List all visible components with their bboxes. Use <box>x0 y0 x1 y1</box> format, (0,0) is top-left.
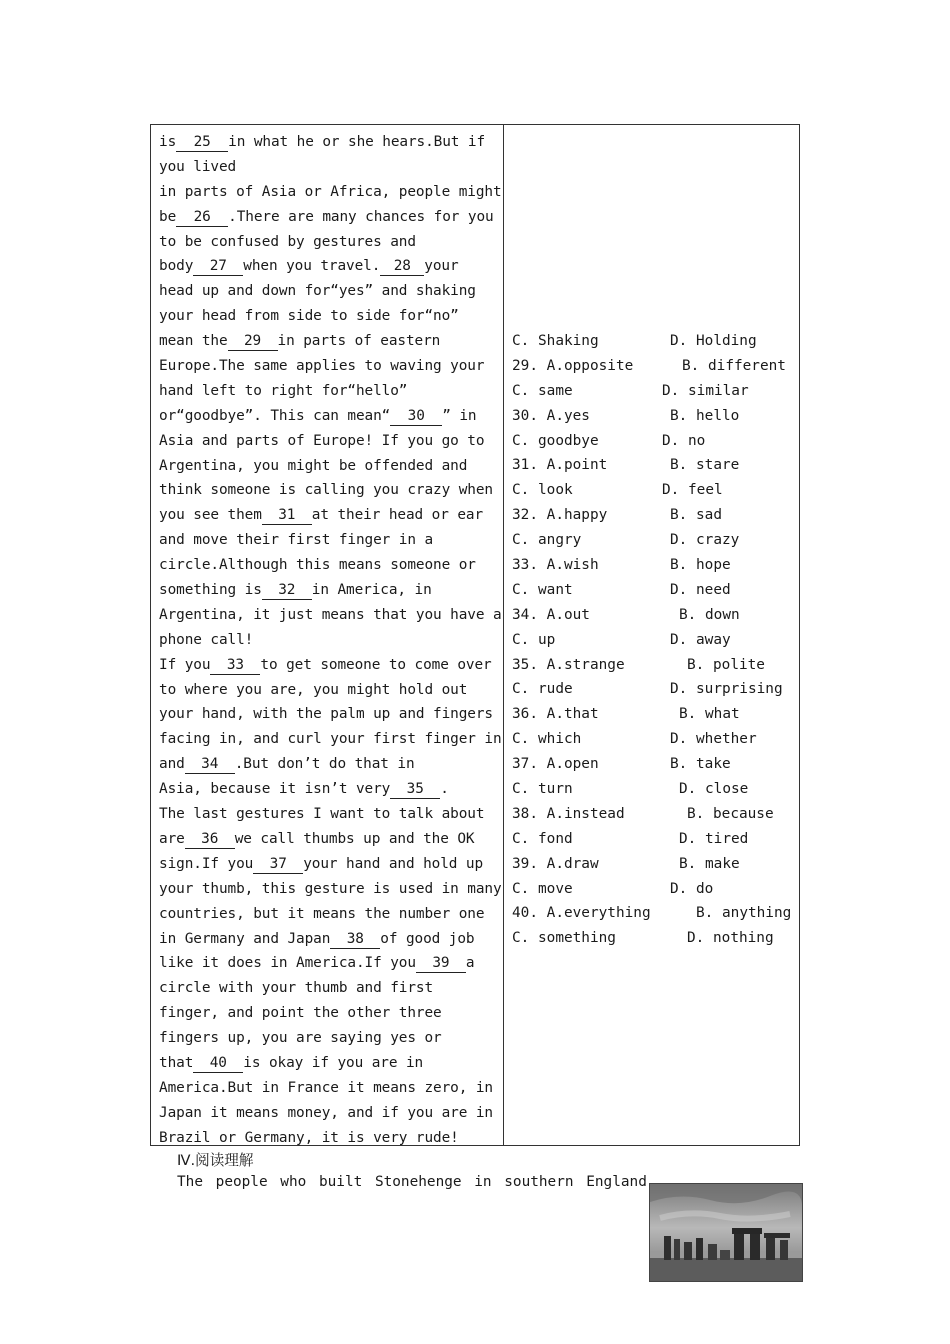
option-right: B. hello <box>670 407 740 424</box>
passage-line <box>159 454 499 479</box>
passage-text: sign.If you <box>159 855 254 872</box>
option-right: D. close <box>679 781 749 798</box>
passage-line <box>159 503 499 528</box>
passage-text: ” in <box>442 407 477 424</box>
option-left: C. rude <box>512 681 573 698</box>
option-row <box>512 727 797 752</box>
option-left: C. turn <box>512 781 573 798</box>
option-right: D. do <box>670 880 714 897</box>
option-right: D. surprising <box>670 681 783 698</box>
option-right: D. Holding <box>670 333 757 349</box>
passage-text: to where you are, you might hold out <box>159 681 468 698</box>
option-left: C. goodbye <box>512 432 599 449</box>
passage-line <box>159 130 499 155</box>
passage-text: Asia, because it isn’t very <box>159 781 391 798</box>
passage-text: in parts of eastern <box>277 333 441 350</box>
option-row <box>512 503 797 528</box>
blank-33[interactable]: 33 <box>210 657 260 675</box>
option-left: 31. A.point <box>512 457 608 474</box>
passage-line <box>159 1026 499 1051</box>
passage-line <box>159 752 499 777</box>
passage-text: is okay if you are in <box>243 1054 424 1071</box>
option-left: 29. A.opposite <box>512 357 634 374</box>
option-row <box>512 777 797 802</box>
passage-text: Asia and parts of Europe! If you go to <box>159 432 485 449</box>
blank-36[interactable]: 36 <box>185 831 235 849</box>
option-row <box>512 852 797 877</box>
option-row <box>512 926 797 951</box>
option-left: C. which <box>512 731 582 748</box>
option-row <box>512 752 797 777</box>
passage-text: you lived <box>159 158 237 175</box>
passage-text: If you <box>159 656 211 673</box>
passage-line <box>159 429 499 454</box>
passage-text: your <box>424 258 459 275</box>
option-left: C. up <box>512 631 556 648</box>
stonehenge-photo <box>649 1183 803 1282</box>
option-row <box>512 404 797 429</box>
passage-text: . <box>440 781 449 798</box>
blank-37[interactable]: 37 <box>253 856 303 874</box>
column-divider <box>503 125 504 1145</box>
passage-text: to be confused by gestures and <box>159 233 416 250</box>
passage-line <box>159 951 499 976</box>
passage-text: in America, in <box>311 582 432 599</box>
passage-line <box>159 155 499 180</box>
option-right: D. whether <box>670 731 757 748</box>
passage-line <box>159 653 499 678</box>
option-row <box>512 379 797 404</box>
option-row <box>512 677 797 702</box>
passage-text: like it does in America.If you <box>159 955 416 972</box>
passage-text: countries, but it means the number one <box>159 905 485 922</box>
passage-text: and <box>159 756 185 773</box>
option-left: C. Shaking <box>512 333 599 349</box>
passage-text: phone call! <box>159 631 254 648</box>
passage-line <box>159 802 499 827</box>
passage-line <box>159 528 499 553</box>
option-right: D. nothing <box>687 930 774 947</box>
passage-line <box>159 379 499 404</box>
option-right: D. tired <box>679 830 749 847</box>
answer-options <box>512 329 797 951</box>
passage-line <box>159 478 499 503</box>
passage-line <box>159 877 502 902</box>
passage-text: hand left to right for“hello” <box>159 382 408 399</box>
option-row <box>512 354 797 379</box>
blank-32[interactable]: 32 <box>262 582 312 600</box>
passage-text: that <box>159 1054 194 1071</box>
option-left: 32. A.happy <box>512 507 608 524</box>
passage-line <box>159 1126 499 1151</box>
option-right: B. down <box>679 606 740 623</box>
passage-text: .But don’t do that in <box>234 756 415 773</box>
passage-line <box>159 827 499 852</box>
option-right: B. stare <box>670 457 740 474</box>
option-right: B. because <box>687 805 774 822</box>
blank-34[interactable]: 34 <box>185 756 235 774</box>
blank-35[interactable]: 35 <box>390 781 440 799</box>
passage-line <box>159 852 499 877</box>
passage-text: Europe.The same applies to waving your <box>159 358 485 375</box>
passage-line <box>159 603 502 628</box>
option-left: 37. A.open <box>512 756 599 773</box>
passage-line <box>159 279 499 304</box>
passage-text: circle with your thumb and first <box>159 980 434 997</box>
stonehenge-image <box>650 1184 802 1281</box>
passage-text: circle.Although this means someone or <box>159 557 476 574</box>
passage-text: be <box>159 208 177 225</box>
passage-line <box>159 304 499 329</box>
option-row <box>512 901 797 926</box>
option-right: B. hope <box>670 557 731 574</box>
option-left: 33. A.wish <box>512 557 599 574</box>
option-right: D. need <box>670 581 731 598</box>
blank-25[interactable]: 25 <box>176 134 228 152</box>
option-row <box>512 628 797 653</box>
option-row <box>512 702 797 727</box>
blank-29[interactable]: 29 <box>228 333 278 351</box>
passage-text: is <box>159 134 177 150</box>
option-left: C. want <box>512 581 573 598</box>
passage-line <box>159 1076 499 1101</box>
option-row <box>512 603 797 628</box>
passage-line <box>159 553 499 578</box>
passage-text: you see them <box>159 507 262 524</box>
passage-text: fingers up, you are saying yes or <box>159 1030 442 1047</box>
passage-text: and move their first finger in a <box>159 532 434 549</box>
option-left: C. fond <box>512 830 573 847</box>
blank-26[interactable]: 26 <box>176 209 228 227</box>
passage-line <box>159 254 499 279</box>
passage-line <box>159 927 499 952</box>
option-right: B. different <box>682 357 786 374</box>
passage-line <box>159 180 502 205</box>
option-left: 36. A.that <box>512 706 599 723</box>
option-row <box>512 802 797 827</box>
option-row <box>512 653 797 678</box>
passage-text: a <box>465 955 475 972</box>
option-right: D. crazy <box>670 532 740 549</box>
passage-text: body <box>159 258 194 275</box>
option-row <box>512 528 797 553</box>
passage-text: something is <box>159 582 262 599</box>
passage-line <box>159 678 499 703</box>
option-left: C. same <box>512 382 573 399</box>
blank-30[interactable]: 30 <box>390 408 442 426</box>
passage-text: your hand, with the palm up and fingers <box>159 706 493 723</box>
section-title: Ⅳ.阅读理解 <box>177 1152 254 1169</box>
passage-text: when you travel. <box>243 258 381 275</box>
option-row <box>512 329 797 354</box>
option-right: B. make <box>679 855 740 872</box>
option-left: C. something <box>512 930 616 947</box>
passage-text: in what he or she hears.But if <box>228 134 486 150</box>
option-left: 30. A.yes <box>512 407 590 424</box>
passage-text: Argentina, it just means that you have a <box>159 606 502 623</box>
option-right: B. take <box>670 756 731 773</box>
cloze-passage <box>159 130 502 1151</box>
passage-line <box>159 628 499 653</box>
passage-text: of good job <box>380 930 475 947</box>
passage-text: facing in, and curl your first finger in <box>159 731 502 748</box>
option-row <box>512 429 797 454</box>
passage-text: finger, and point the other three <box>159 1005 442 1022</box>
passage-line <box>159 1001 499 1026</box>
passage-line <box>159 902 499 927</box>
option-left: C. look <box>512 482 573 499</box>
option-right: B. what <box>679 706 740 723</box>
option-row <box>512 827 797 852</box>
passage-line <box>159 727 502 752</box>
option-row <box>512 578 797 603</box>
passage-text: America.But in France it means zero, in <box>159 1079 493 1096</box>
option-left: 35. A.strange <box>512 656 625 673</box>
passage-line <box>159 578 499 603</box>
option-right: D. away <box>670 631 731 648</box>
option-left: 38. A.instead <box>512 805 625 822</box>
blank-38[interactable]: 38 <box>330 931 380 949</box>
passage-line <box>159 205 499 230</box>
option-left: C. angry <box>512 532 582 549</box>
option-row <box>512 478 797 503</box>
passage-line <box>159 1051 499 1076</box>
option-left: 34. A.out <box>512 606 590 623</box>
blank-27[interactable]: 27 <box>193 258 243 276</box>
passage-text: in Germany and Japan <box>159 930 331 947</box>
passage-text: at their head or ear <box>311 507 484 524</box>
passage-line <box>159 329 499 354</box>
passage-text: Argentina, you might be offended and <box>159 457 468 474</box>
blank-39[interactable]: 39 <box>416 955 466 973</box>
blank-31[interactable]: 31 <box>262 507 312 525</box>
passage-text: your head from side to side for“no” <box>159 308 459 325</box>
passage-line <box>159 777 499 802</box>
passage-line <box>159 976 499 1001</box>
option-right: D. no <box>662 432 706 449</box>
option-right: D. feel <box>662 482 723 499</box>
option-left: 40. A.everything <box>512 905 651 922</box>
passage-line <box>159 230 499 255</box>
passage-text: head up and down for“yes” and shaking <box>159 283 476 300</box>
passage-text: or“goodbye”. This can mean“ <box>159 407 391 424</box>
option-right: B. sad <box>670 507 722 524</box>
passage-text: to get someone to come over <box>260 656 492 673</box>
option-row <box>512 453 797 478</box>
passage-text: your hand and hold up <box>303 855 484 872</box>
blank-40[interactable]: 40 <box>193 1055 243 1073</box>
passage-text: we call thumbs up and the OK <box>234 830 475 847</box>
option-row <box>512 877 797 902</box>
passage-text: .There are many chances for you <box>228 208 494 225</box>
passage-text: your thumb, this gesture is used in many <box>159 880 502 897</box>
passage-line <box>159 404 499 429</box>
passage-text: in parts of Asia or Africa, people might <box>159 183 502 200</box>
passage-text: think someone is calling you crazy when <box>159 482 493 499</box>
reading-passage-first-line: The people who built Stonehenge in southern England <box>177 1174 647 1190</box>
option-left: C. move <box>512 880 573 897</box>
passage-line <box>159 354 499 379</box>
option-right: B. polite <box>687 656 765 673</box>
option-right: B. anything <box>696 905 792 922</box>
passage-text: mean the <box>159 333 228 350</box>
passage-text: Brazil or Germany, it is very rude! <box>159 1129 459 1146</box>
option-right: D. similar <box>662 382 749 399</box>
cloze-table <box>150 124 800 1146</box>
passage-line <box>159 702 499 727</box>
blank-28[interactable]: 28 <box>380 258 424 276</box>
option-left: 39. A.draw <box>512 855 599 872</box>
passage-text: Japan it means money, and if you are in <box>159 1104 493 1121</box>
passage-text: are <box>159 830 185 847</box>
option-row <box>512 553 797 578</box>
passage-line <box>159 1101 499 1126</box>
passage-text: The last gestures I want to talk about <box>159 806 485 823</box>
